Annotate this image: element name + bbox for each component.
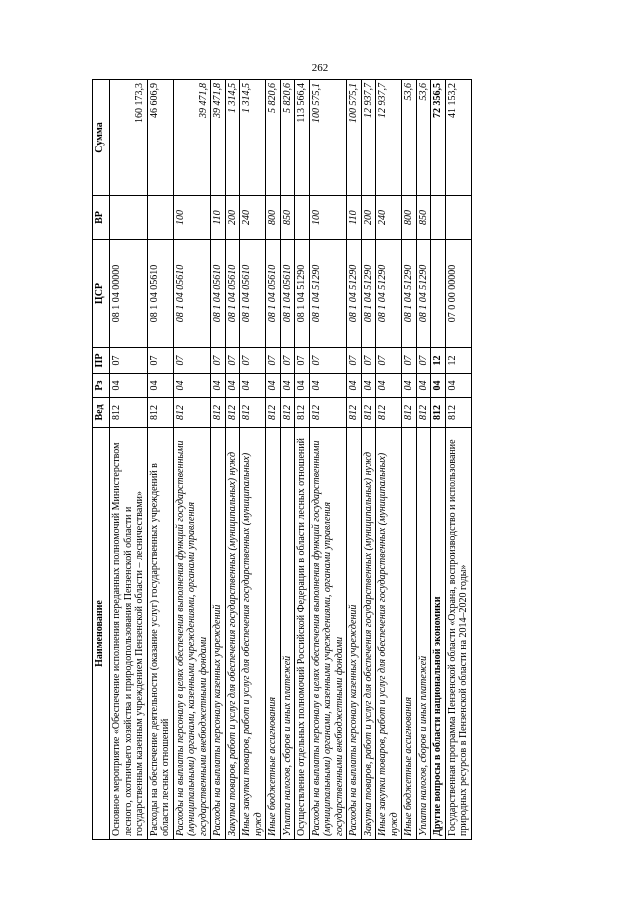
row-sum-cell: 1 314,5 <box>225 80 240 196</box>
row-rz-cell: 04 <box>280 374 295 398</box>
row-csr-cell: 08 1 04 05610 <box>280 240 295 348</box>
row-sum-cell: 72 356,5 <box>431 80 446 196</box>
row-csr-cell <box>431 240 446 348</box>
row-rz-cell: 04 <box>211 374 226 398</box>
table-row <box>225 80 240 840</box>
row-ved-cell: 812 <box>173 398 211 428</box>
row-pr-cell: 07 <box>266 348 281 374</box>
table-row <box>295 80 310 840</box>
row-name-cell: Основное мероприятие «Обеспечение исполнения переданных полномочий Министерством лесного, охотничьего хозяйства и природопользования Пензенской области и государственным казенным учреждением Пензенской области – лесничествами» <box>110 428 148 840</box>
row-vr-cell: 110 <box>211 196 226 240</box>
row-rz-cell: 04 <box>347 374 362 398</box>
row-ved-cell: 812 <box>416 398 431 428</box>
row-csr-cell: 08 1 04 05610 <box>173 240 211 348</box>
header-name: Наименование <box>93 428 110 840</box>
row-ved-cell: 812 <box>225 398 240 428</box>
row-sum-cell: 39 471,8 <box>211 80 226 196</box>
table-row <box>147 80 173 840</box>
row-pr-cell: 12 <box>445 348 471 374</box>
row-csr-cell: 08 1 04 51290 <box>376 240 402 348</box>
row-vr-cell <box>445 196 471 240</box>
header-rz: Рз <box>93 374 110 398</box>
row-name-cell: Осуществление отдельных полномочий Российской Федерации в области лесных отношений <box>295 428 310 840</box>
row-name-cell: Иные закупки товаров, работ и услуг для обеспечения государственных (муниципальных) нужд <box>240 428 266 840</box>
row-csr-cell: 08 1 04 05610 <box>225 240 240 348</box>
row-vr-cell: 200 <box>361 196 376 240</box>
row-vr-cell: 850 <box>416 196 431 240</box>
row-name-cell: Государственная программа Пензенской области «Охрана, воспроизводство и использование природных ресурсов в Пензенской области на 2014–2020 годы» <box>445 428 471 840</box>
row-pr-cell: 07 <box>295 348 310 374</box>
table-row <box>211 80 226 840</box>
row-name-cell: Уплата налогов, сборов и иных платежей <box>280 428 295 840</box>
row-ved-cell: 812 <box>240 398 266 428</box>
row-rz-cell: 04 <box>416 374 431 398</box>
row-csr-cell: 08 1 04 51290 <box>295 240 310 348</box>
table-row <box>376 80 402 840</box>
row-csr-cell: 08 1 04 51290 <box>361 240 376 348</box>
header-vr: ВР <box>93 196 110 240</box>
table-row <box>266 80 281 840</box>
row-ved-cell: 812 <box>347 398 362 428</box>
row-pr-cell: 07 <box>402 348 417 374</box>
row-pr-cell: 07 <box>280 348 295 374</box>
row-name-cell: Закупка товаров, работ и услуг для обеспечения государственных (муниципальных) нужд <box>225 428 240 840</box>
table-row <box>110 80 148 840</box>
row-sum-cell: 41 153,2 <box>445 80 471 196</box>
table-row <box>402 80 417 840</box>
row-rz-cell: 04 <box>240 374 266 398</box>
row-vr-cell <box>431 196 446 240</box>
row-ved-cell: 812 <box>402 398 417 428</box>
table-row <box>280 80 295 840</box>
header-ved: Вед <box>93 398 110 428</box>
budget-table-container <box>92 80 567 840</box>
row-name-cell: Расходы на выплаты персоналу казенных учреждений <box>347 428 362 840</box>
table-row <box>431 80 446 840</box>
row-sum-cell: 100 575,1 <box>347 80 362 196</box>
row-name-cell: Иные бюджетные ассигнования <box>266 428 281 840</box>
row-csr-cell: 08 1 04 51290 <box>309 240 347 348</box>
row-csr-cell: 08 1 04 05610 <box>147 240 173 348</box>
row-rz-cell: 04 <box>173 374 211 398</box>
row-vr-cell: 800 <box>402 196 417 240</box>
row-name-cell: Закупка товаров, работ и услуг для обеспечения государственных (муниципальных) нужд <box>361 428 376 840</box>
row-csr-cell: 08 1 04 05610 <box>211 240 226 348</box>
row-vr-cell <box>147 196 173 240</box>
row-sum-cell: 12 937,7 <box>376 80 402 196</box>
row-rz-cell: 04 <box>225 374 240 398</box>
header-sum: Сумма <box>93 80 110 196</box>
row-ved-cell: 812 <box>361 398 376 428</box>
row-ved-cell: 812 <box>211 398 226 428</box>
row-sum-cell: 160 173,3 <box>110 80 148 196</box>
table-row <box>347 80 362 840</box>
header-pr: ПР <box>93 348 110 374</box>
table-row <box>416 80 431 840</box>
row-name-cell: Расходы на выплаты персоналу казенных учреждений <box>211 428 226 840</box>
row-rz-cell: 04 <box>361 374 376 398</box>
row-rz-cell: 04 <box>266 374 281 398</box>
row-rz-cell: 04 <box>110 374 148 398</box>
row-name-cell: Иные закупки товаров, работ и услуг для обеспечения государственных (муниципальных) нужд <box>376 428 402 840</box>
row-pr-cell: 07 <box>240 348 266 374</box>
row-ved-cell: 812 <box>147 398 173 428</box>
row-ved-cell: 812 <box>309 398 347 428</box>
row-name-cell: Уплата налогов, сборов и иных платежей <box>416 428 431 840</box>
row-pr-cell: 07 <box>147 348 173 374</box>
row-vr-cell: 110 <box>347 196 362 240</box>
row-ved-cell: 812 <box>431 398 446 428</box>
row-rz-cell: 04 <box>295 374 310 398</box>
row-rz-cell: 04 <box>445 374 471 398</box>
row-sum-cell: 46 606,9 <box>147 80 173 196</box>
row-ved-cell: 812 <box>295 398 310 428</box>
row-csr-cell: 08 1 04 51290 <box>416 240 431 348</box>
row-pr-cell: 07 <box>347 348 362 374</box>
table-row <box>361 80 376 840</box>
row-name-cell: Иные бюджетные ассигнования <box>402 428 417 840</box>
row-vr-cell: 100 <box>173 196 211 240</box>
row-sum-cell: 12 937,7 <box>361 80 376 196</box>
row-ved-cell: 812 <box>266 398 281 428</box>
row-vr-cell <box>295 196 310 240</box>
table-row <box>445 80 471 840</box>
header-csr: ЦСР <box>93 240 110 348</box>
row-vr-cell: 800 <box>266 196 281 240</box>
row-pr-cell: 07 <box>416 348 431 374</box>
row-ved-cell: 812 <box>110 398 148 428</box>
rotated-table-area <box>92 80 567 840</box>
row-ved-cell: 812 <box>445 398 471 428</box>
row-csr-cell: 08 1 04 05610 <box>266 240 281 348</box>
row-csr-cell: 08 1 04 51290 <box>402 240 417 348</box>
row-sum-cell: 39 471,8 <box>173 80 211 196</box>
row-ved-cell: 812 <box>376 398 402 428</box>
row-vr-cell: 200 <box>225 196 240 240</box>
table-row <box>173 80 211 840</box>
row-pr-cell: 07 <box>211 348 226 374</box>
row-sum-cell: 113 566,4 <box>295 80 310 196</box>
table-header-row <box>93 80 110 840</box>
row-csr-cell: 08 1 04 51290 <box>347 240 362 348</box>
row-pr-cell: 07 <box>225 348 240 374</box>
row-rz-cell: 04 <box>431 374 446 398</box>
row-csr-cell: 08 1 04 05610 <box>240 240 266 348</box>
row-pr-cell: 07 <box>110 348 148 374</box>
row-name-cell: Другие вопросы в области национальной экономики <box>431 428 446 840</box>
row-rz-cell: 04 <box>402 374 417 398</box>
row-vr-cell: 240 <box>376 196 402 240</box>
row-rz-cell: 04 <box>309 374 347 398</box>
row-pr-cell: 12 <box>431 348 446 374</box>
row-rz-cell: 04 <box>147 374 173 398</box>
row-vr-cell: 850 <box>280 196 295 240</box>
row-sum-cell: 53,6 <box>416 80 431 196</box>
row-vr-cell: 240 <box>240 196 266 240</box>
row-csr-cell: 07 0 00 00000 <box>445 240 471 348</box>
row-vr-cell: 100 <box>309 196 347 240</box>
page-number: 262 <box>311 62 329 74</box>
row-ved-cell: 812 <box>280 398 295 428</box>
budget-table <box>92 79 472 840</box>
table-row <box>309 80 347 840</box>
row-vr-cell <box>110 196 148 240</box>
row-csr-cell: 08 1 04 00000 <box>110 240 148 348</box>
row-sum-cell: 5 820,6 <box>266 80 281 196</box>
row-sum-cell: 1 314,5 <box>240 80 266 196</box>
row-pr-cell: 07 <box>309 348 347 374</box>
row-name-cell: Расходы на выплаты персоналу в целях обеспечения выполнения функций государственными (муниципальными) органами, казенными учреждениями, органами управления государственными внебюджетными фондами <box>173 428 211 840</box>
row-pr-cell: 07 <box>361 348 376 374</box>
row-name-cell: Расходы на выплаты персоналу в целях обеспечения выполнения функций государственными (муниципальными) органами, казенными учреждениями, органами управления государственными внебюджетными фондами <box>309 428 347 840</box>
row-name-cell: Расходы на обеспечение деятельности (оказание услуг) государственных учреждений в области лесных отношений <box>147 428 173 840</box>
row-pr-cell: 07 <box>376 348 402 374</box>
row-sum-cell: 5 820,6 <box>280 80 295 196</box>
row-pr-cell: 07 <box>173 348 211 374</box>
row-sum-cell: 100 575,1 <box>309 80 347 196</box>
row-rz-cell: 04 <box>376 374 402 398</box>
row-sum-cell: 53,6 <box>402 80 417 196</box>
table-row <box>240 80 266 840</box>
